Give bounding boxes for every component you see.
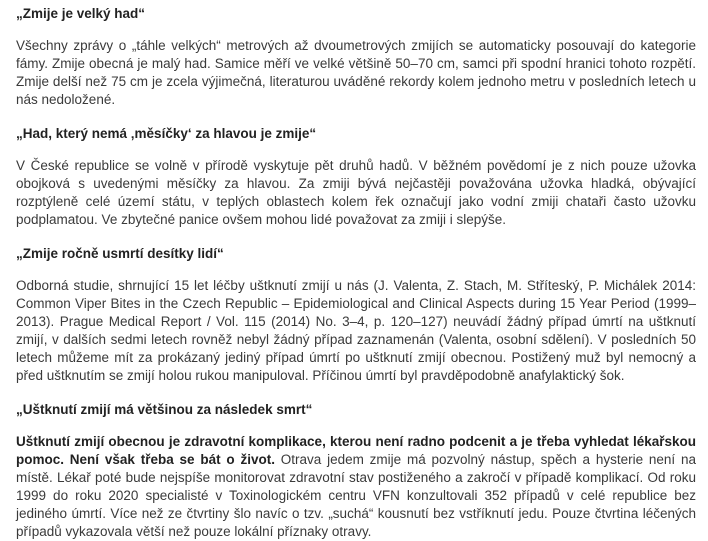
section-heading-crescents: „Had, který nemá ‚měsíčky‘ za hlavou je zmije“ (16, 126, 317, 141)
section-text-bite-outcome (16, 433, 696, 541)
section-text-bite-outcome-rest: Otrava jedem zmije má pozvolný nástup, spěch a hysterie není na místě. Lékař poté bude nejspíše monitorovat zdravotní stav postiženého a zakročí v případě komplikací. Od roku 1999 do roku 2020 specialisté v Toxinologickém centru VFN konzultovali 352 případů v celé republice bez jediného úmrtí. Více než ze čtvrtiny šlo navíc o tzv. „suchá“ kousnutí bez vstříknutí jedu. Pouze čtvrtina léčených případů vykazovala větší než pouze lokální příznaky otravy. (16, 452, 696, 539)
section-heading-snake-size: „Zmije je velký had“ (16, 6, 146, 21)
section-text-deaths: Odborná studie, shrnující 15 let léčby uštknutí zmijí u nás (J. Valenta, Z. Stach, M. Stříteský, P. Michálek 2014: Common Viper Bites in the Czech Republic – Epidemiological and Clinical Aspects during 15 Year Period (1999–2013). Prague Medical Report / Vol. 115 (2014) No. 3–4, p. 120–127) neuvádí žádný případ úmrtí na uštknutí zmijí, v dalších sedmi letech rovněž nebyl žádný případ zaznamenán (Valenta, osobní sdělení). V posledních 50 letech můžeme mít za prokázaný jediný případ úmrtí po uštknutí zmijí obecnou. Postižený muž byl nemocný a před uštknutím se zmijí holou rukou manipuloval. Příčinou úmrtí byl pravděpodobně anafylaktický šok. (16, 278, 696, 383)
section-text-crescents: V České republice se volně v přírodě vyskytuje pět druhů hadů. V běžném povědomí je z nich pouze užovka obojková s uvedenými měsíčky za hlavou. Za zmiji bývá nejčastěji považována užovka hladká, obývající rozptýleně celé území státu, v teplých oblastech kolem řek označují jako vodní zmiji chataři často užovku podplamatou. Ve zbytečné panice ovšem mohou lidé považovat za zmiji i slepýše. (16, 158, 696, 227)
section-text-bite-outcome-bold: Uštknutí zmijí obecnou je zdravotní komplikace, kterou není radno podcenit a je třeba vyhledat lékařskou pomoc. Není však třeba se bát o život. (16, 434, 696, 467)
section-heading-deaths: „Zmije ročně usmrtí desítky lidí“ (16, 246, 224, 261)
section-heading-bite-outcome: „Uštknutí zmijí má většinou za následek smrt“ (16, 402, 313, 417)
section-text-snake-size: Všechny zprávy o „táhle velkých“ metrových až dvoumetrových zmijích se automaticky posouvají do kategorie fámy. Zmije obecná je malý had. Samice měří ve velké většině 50–70 cm, samci při spodní hranici tohoto rozpětí. Zmije delší než 75 cm je zcela výjimečná, literaturou uváděné rekordy kolem jednoho metru v posledních letech u nás nedoložené. (16, 38, 696, 107)
